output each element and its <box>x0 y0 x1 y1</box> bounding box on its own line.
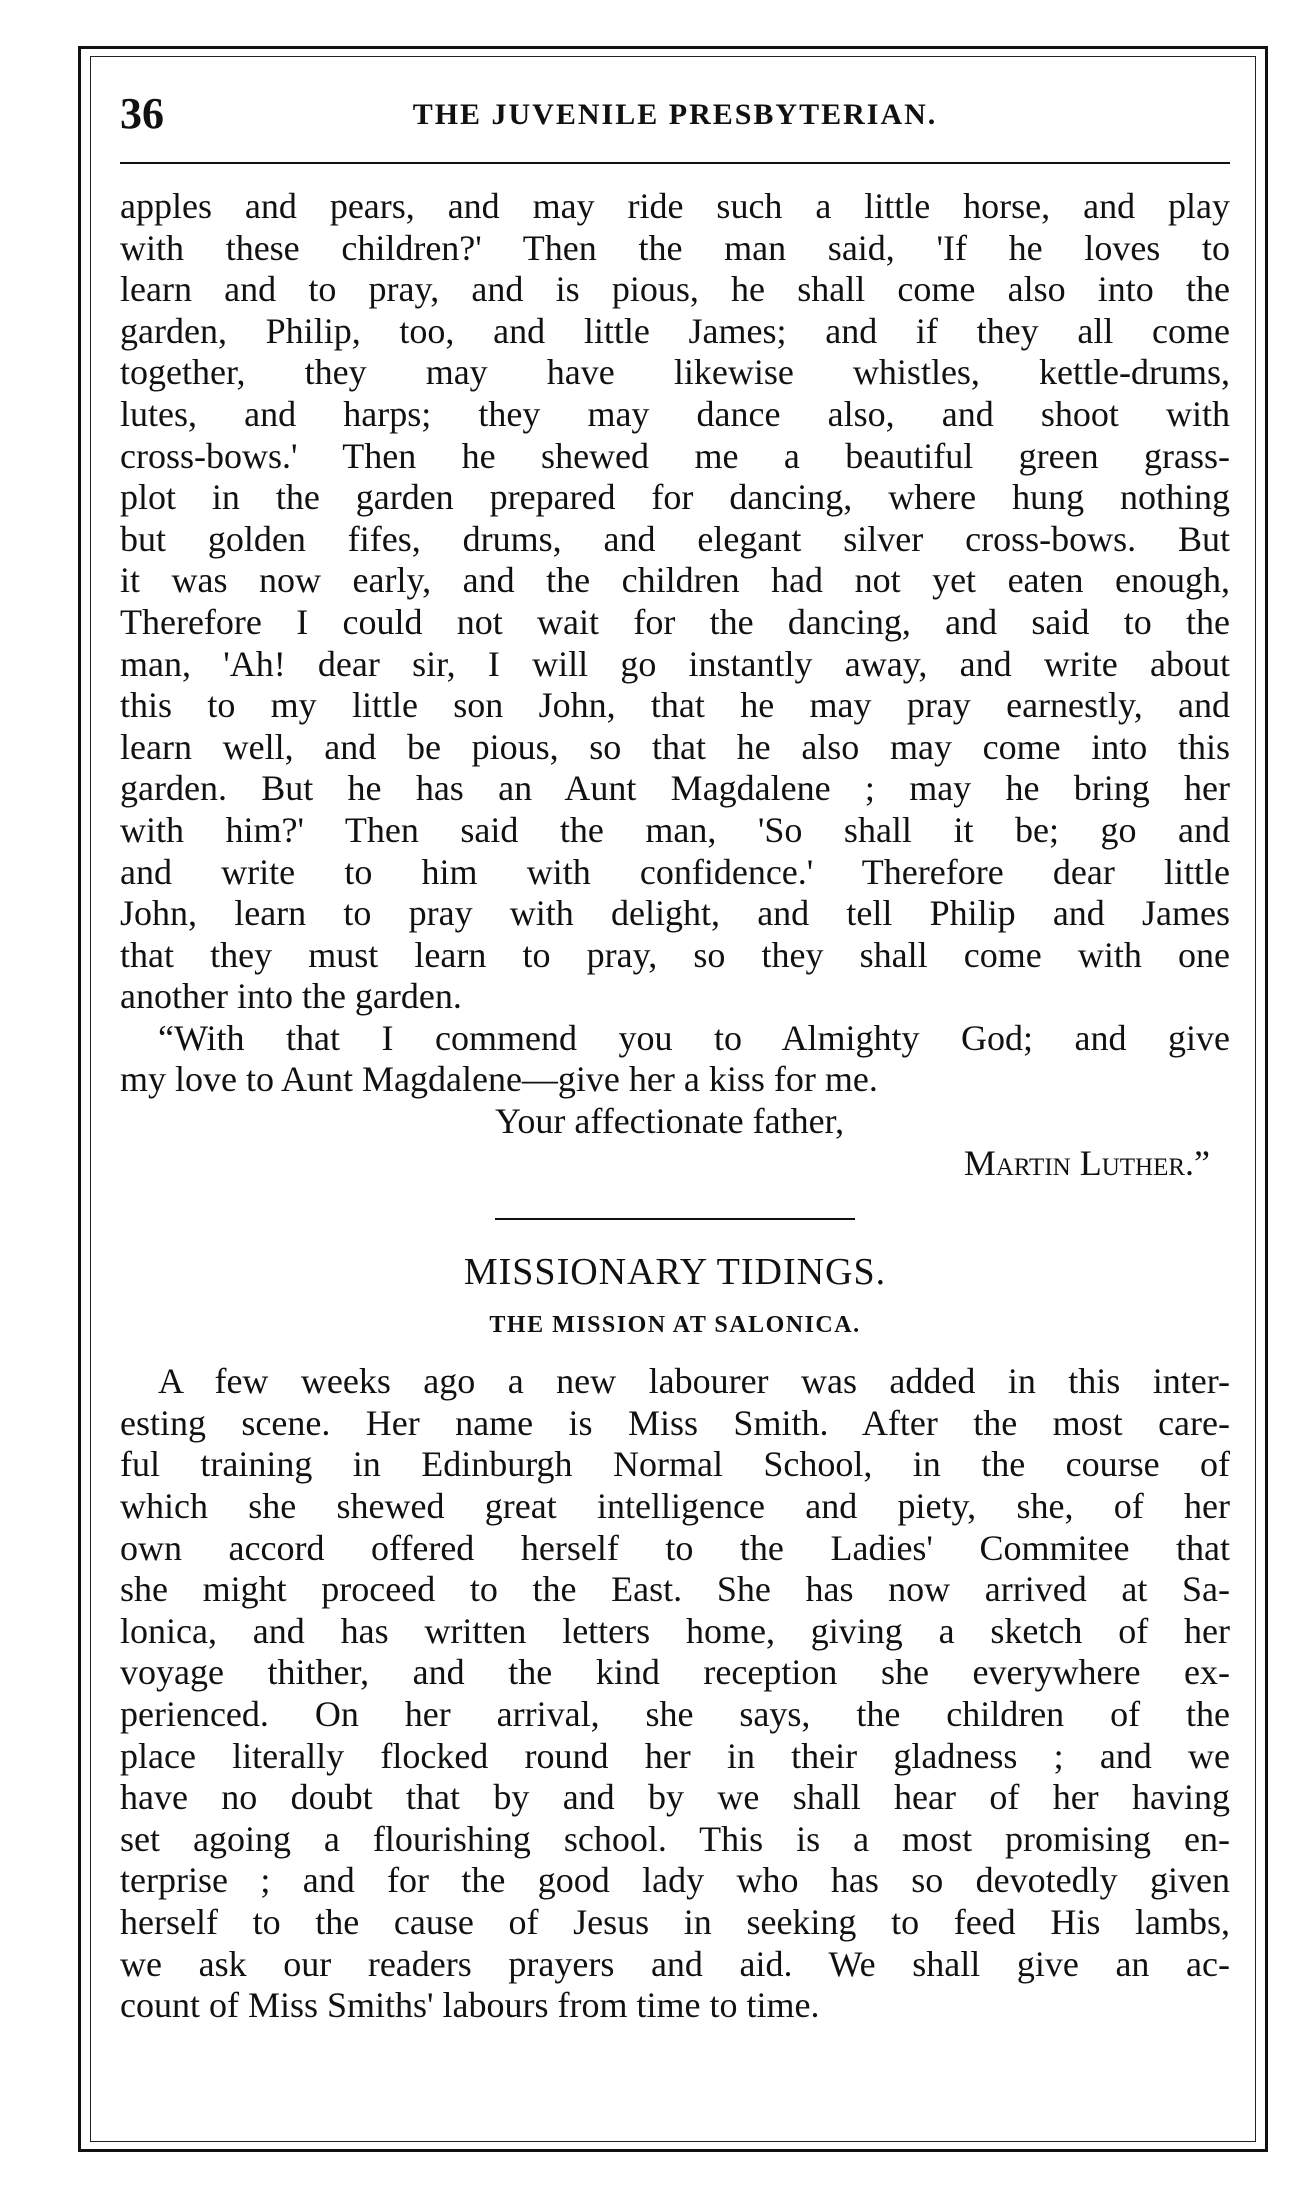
text-line: lonica, and has written letters home, giving a sketch of her <box>120 1610 1230 1651</box>
text-line: perienced. On her arrival, she says, the children of the <box>120 1694 1230 1734</box>
section-heading: MISSIONARY TIDINGS. <box>463 1251 887 1294</box>
valediction: Your affectionate father, <box>495 1101 845 1142</box>
text-line: but golden fifes, drums, and elegant silver cross-bows. But <box>120 518 1230 559</box>
text-line: plot in the garden prepared for dancing, where hung nothing <box>120 477 1230 518</box>
text-line: voyage thither, and the kind reception she everywhere ex- <box>120 1652 1230 1693</box>
text-line: cross-bows.' Then he shewed me a beautiful green grass- <box>120 435 1230 476</box>
text-line: own accord offered herself to the Ladies' Commitee that <box>120 1527 1230 1568</box>
text-line: terprise ; and for the good lady who has so devotedly given <box>120 1860 1230 1901</box>
text-line: we ask our readers prayers and aid. We shall give an ac- <box>120 1943 1230 1984</box>
page-content <box>120 70 1230 2027</box>
text-line: with him?' Then said the man, 'So shall it be; go and <box>120 809 1230 850</box>
page-header <box>120 70 1230 170</box>
text-line: set agoing a flourishing school. This is a most promising en- <box>120 1818 1230 1859</box>
letter-closing <box>120 1018 1230 1184</box>
closing-line: my love to Aunt Magdalene—give her a kiss for me. <box>120 1059 878 1100</box>
text-line: which she shewed great intelligence and piety, she, of her <box>120 1486 1230 1527</box>
text-line: it was now early, and the children had not yet eaten enough, <box>120 560 1230 601</box>
text-line: with these children?' Then the man said, 'If he loves to <box>120 227 1230 268</box>
text-line: lutes, and harps; they may dance also, and shoot with <box>120 393 1230 434</box>
text-line: learn well, and be pious, so that he also may come into this <box>120 726 1230 767</box>
text-line: Therefore I could not wait for the dancing, and said to the <box>120 601 1230 642</box>
signature: Martin Luther.” <box>963 1142 1210 1183</box>
closing-line: “With that I commend you to Almighty God; and give <box>158 1017 1230 1058</box>
text-line: garden, Philip, too, and little James; and if they all come <box>120 310 1230 351</box>
text-line: and write to him with confidence.' Therefore dear little <box>120 851 1230 892</box>
section-subheading: THE MISSION AT SALONICA. <box>489 1312 861 1339</box>
page-number: 36 <box>120 89 164 138</box>
text-line: herself to the cause of Jesus in seeking to feed His lambs, <box>120 1901 1230 1942</box>
text-line: esting scene. Her name is Miss Smith. After the most care- <box>120 1402 1230 1443</box>
text-line: she might proceed to the East. She has now arrived at Sa- <box>120 1569 1230 1610</box>
text-line: that they must learn to pray, so they shall come with one <box>120 934 1230 975</box>
header-rule <box>120 162 1230 164</box>
text-line: another into the garden. <box>120 976 462 1017</box>
mission-paragraph <box>120 1361 1230 2027</box>
text-line: garden. But he has an Aunt Magdalene ; may he bring her <box>120 768 1230 809</box>
text-line: learn and to pray, and is pious, he shall come also into the <box>120 269 1230 310</box>
text-line: A few weeks ago a new labourer was added in this inter- <box>158 1361 1230 1402</box>
text-line: John, learn to pray with delight, and tell Philip and James <box>120 893 1230 934</box>
text-line: together, they may have likewise whistles, kettle-drums, <box>120 352 1230 393</box>
section-divider <box>495 1218 855 1220</box>
text-line: apples and pears, and may ride such a little horse, and play <box>120 186 1230 226</box>
text-line: have no doubt that by and by we shall hear of her having <box>120 1777 1230 1818</box>
text-line: man, 'Ah! dear sir, I will go instantly away, and write about <box>120 643 1230 684</box>
text-line: count of Miss Smiths' labours from time to time. <box>120 1985 820 2026</box>
running-title: THE JUVENILE PRESBYTERIAN. <box>412 98 938 131</box>
text-line: this to my little son John, that he may pray earnestly, and <box>120 685 1230 726</box>
letter-paragraph <box>120 186 1230 1018</box>
text-line: place literally flocked round her in their gladness ; and we <box>120 1735 1230 1776</box>
text-line: ful training in Edinburgh Normal School, in the course of <box>120 1444 1230 1485</box>
